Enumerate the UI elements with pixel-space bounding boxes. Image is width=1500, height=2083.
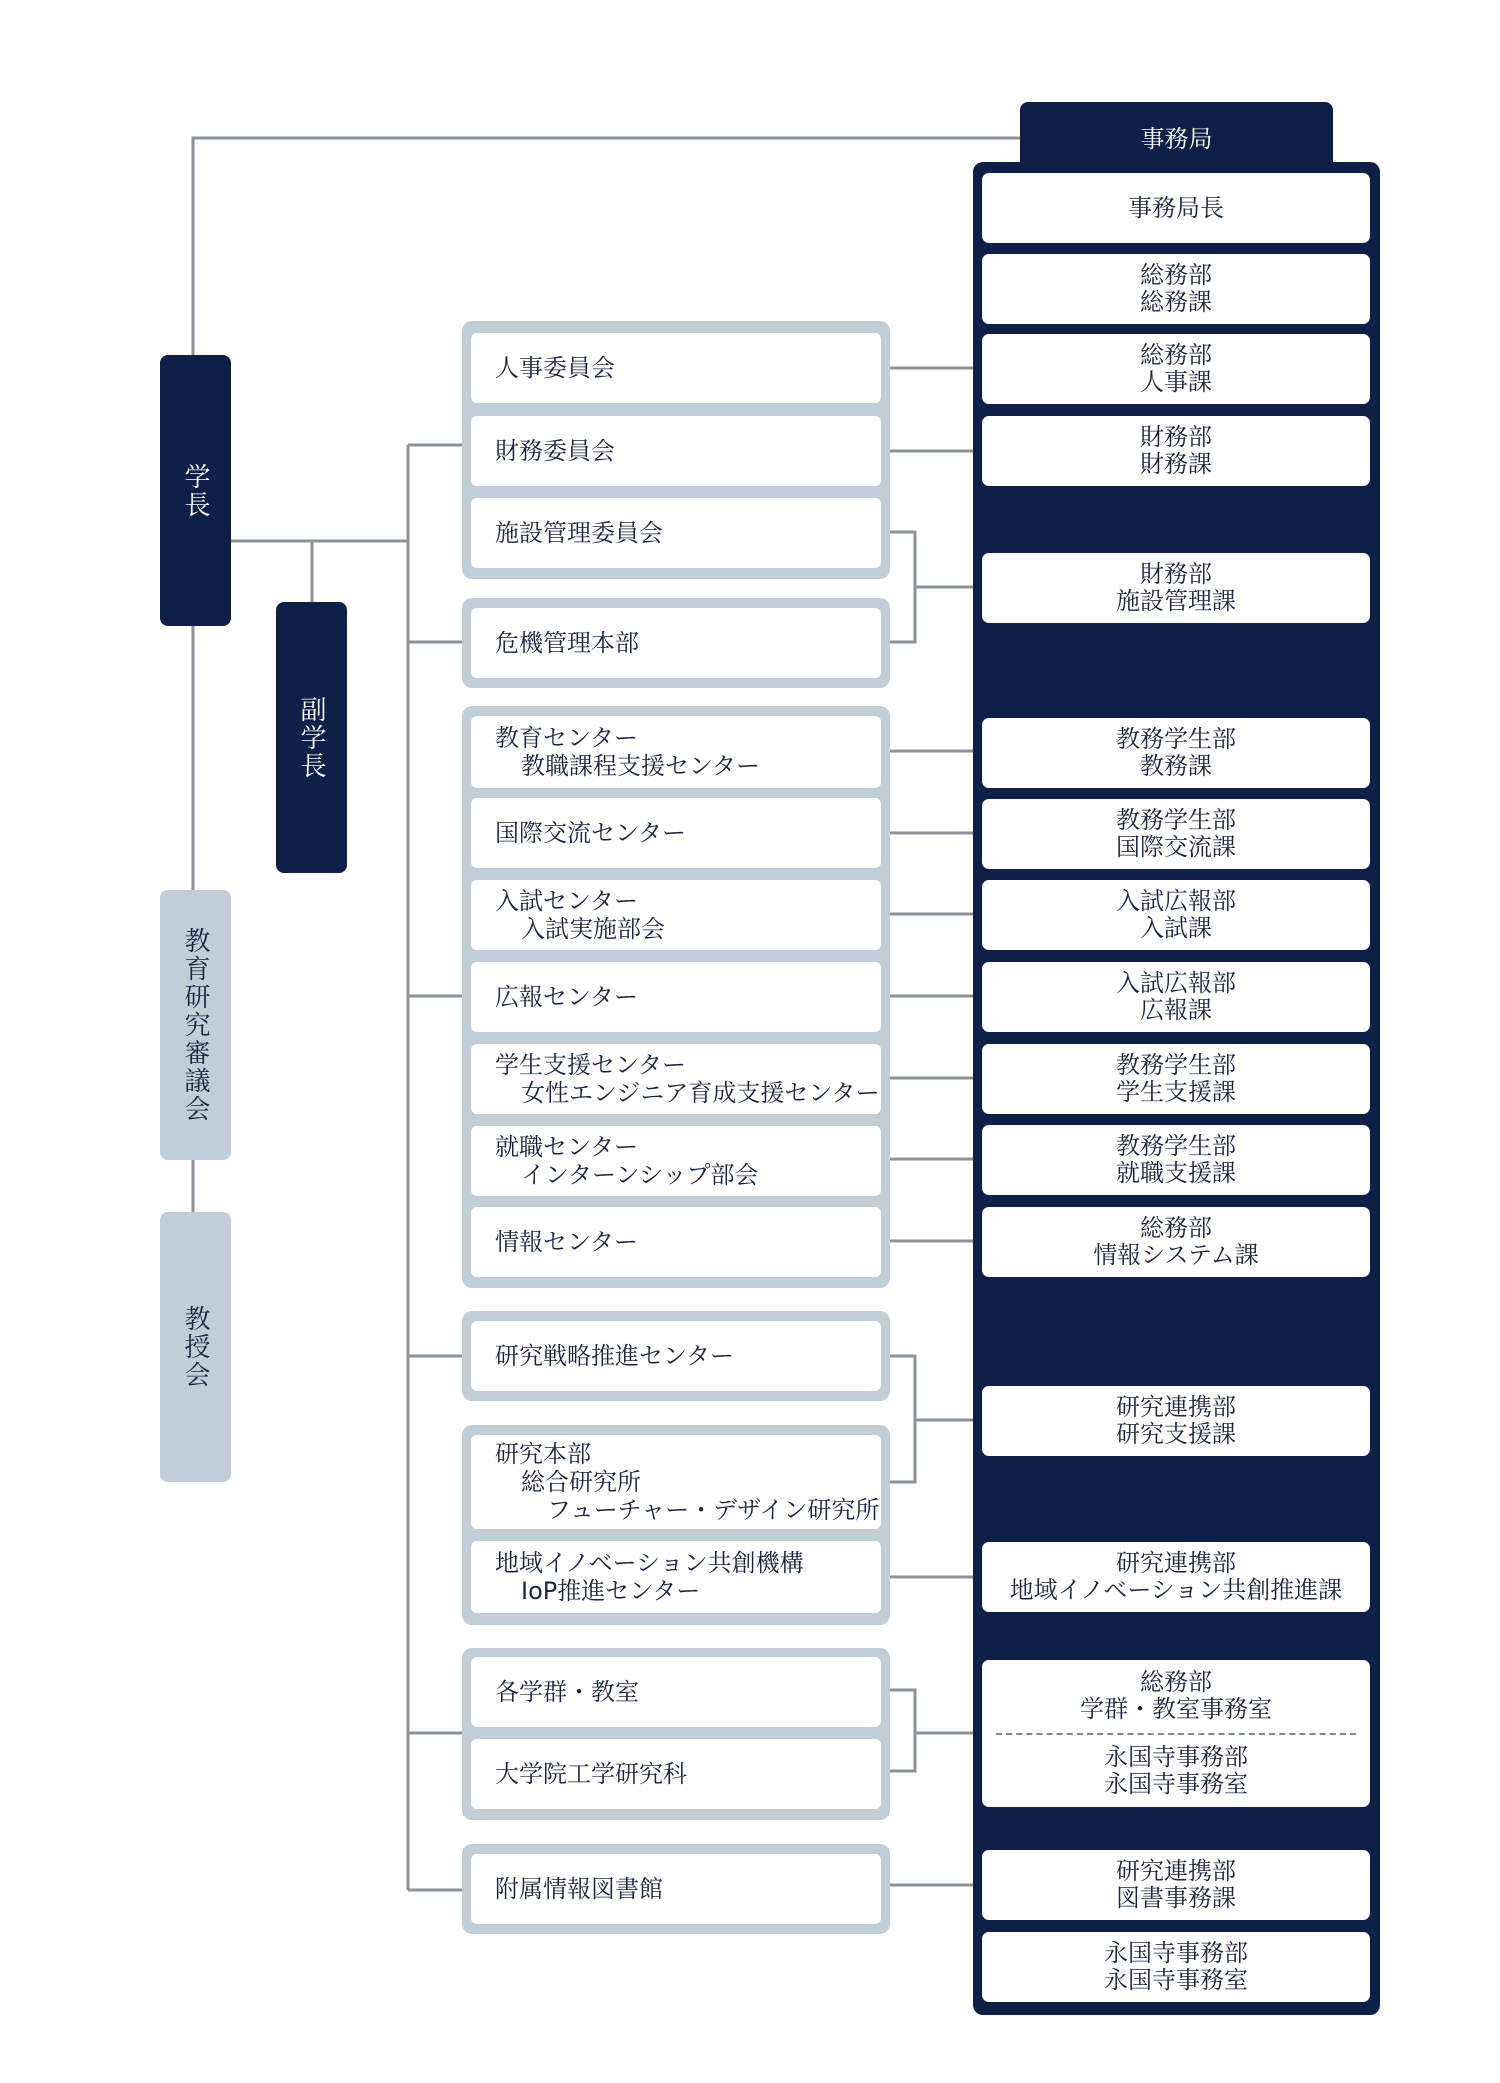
faculty-council-label: 教授会: [180, 1305, 210, 1389]
committee-personnel: 人事委員会: [471, 333, 881, 403]
research-strategy-center: 研究戦略推進センター: [471, 1321, 881, 1391]
office-general-affairs: 総務部 総務課: [982, 254, 1370, 324]
secretariat-head: 事務局長: [982, 173, 1370, 243]
president-box: [160, 355, 231, 626]
regional-innovation-organization: 地域イノベーション共創機構 IoP推進センター: [471, 1541, 881, 1613]
office-admissions: 入試広報部 入試課: [982, 880, 1370, 950]
office-international: 教務学生部 国際交流課: [982, 799, 1370, 869]
office-finance: 財務部 財務課: [982, 416, 1370, 486]
center-international: 国際交流センター: [471, 798, 881, 868]
office-academic-clusters-upper: 総務部 学群・教室事務室: [1080, 1668, 1272, 1724]
faculty-council-box: [160, 1212, 231, 1482]
office-information-systems: 総務部 情報システム課: [982, 1207, 1370, 1277]
education-research-council-label: 教育研究審議会: [180, 927, 210, 1123]
committee-finance: 財務委員会: [471, 416, 881, 486]
office-research-support: 研究連携部 研究支援課: [982, 1386, 1370, 1456]
office-career-support: 教務学生部 就職支援課: [982, 1125, 1370, 1195]
academic-clusters: 各学群・教室: [471, 1657, 881, 1727]
office-student-support: 教務学生部 学生支援課: [982, 1044, 1370, 1114]
office-facility-management: 財務部 施設管理課: [982, 553, 1370, 623]
vice-president-label: 副学長: [296, 695, 326, 780]
office-public-relations: 入試広報部 広報課: [982, 962, 1370, 1032]
office-regional-innovation: 研究連携部 地域イノベーション共創推進課: [982, 1542, 1370, 1612]
center-career: 就職センター インターンシップ部会: [471, 1126, 881, 1196]
office-personnel: 総務部 人事課: [982, 334, 1370, 404]
secretariat-tab: [1020, 102, 1333, 170]
office-academic-clusters-lower: 永国寺事務部 永国寺事務室: [1104, 1742, 1248, 1798]
research-headquarters: 研究本部 総合研究所 フューチャー・デザイン研究所: [471, 1435, 881, 1529]
vice-president-box: [276, 602, 347, 873]
center-admissions: 入試センター 入試実施部会: [471, 880, 881, 950]
office-library: 研究連携部 図書事務課: [982, 1850, 1370, 1920]
president-label: 学長: [180, 462, 210, 519]
office-eikokuji: 永国寺事務部 永国寺事務室: [982, 1932, 1370, 2002]
secretariat-title: 事務局: [1140, 124, 1213, 153]
center-public-relations: 広報センター: [471, 962, 881, 1032]
center-student-support: 学生支援センター 女性エンジニア育成支援センター: [471, 1044, 881, 1114]
crisis-management-hq: 危機管理本部: [471, 608, 881, 678]
graduate-school-engineering: 大学院工学研究科: [471, 1739, 881, 1809]
committee-facility: 施設管理委員会: [471, 498, 881, 568]
center-information: 情報センター: [471, 1207, 881, 1277]
center-education: 教育センター 教職課程支援センター: [471, 716, 881, 788]
office-academic-affairs: 教務学生部 教務課: [982, 718, 1370, 788]
office-academic-clusters: [982, 1660, 1370, 1807]
education-research-council-box: [160, 890, 231, 1160]
library: 附属情報図書館: [471, 1854, 881, 1924]
